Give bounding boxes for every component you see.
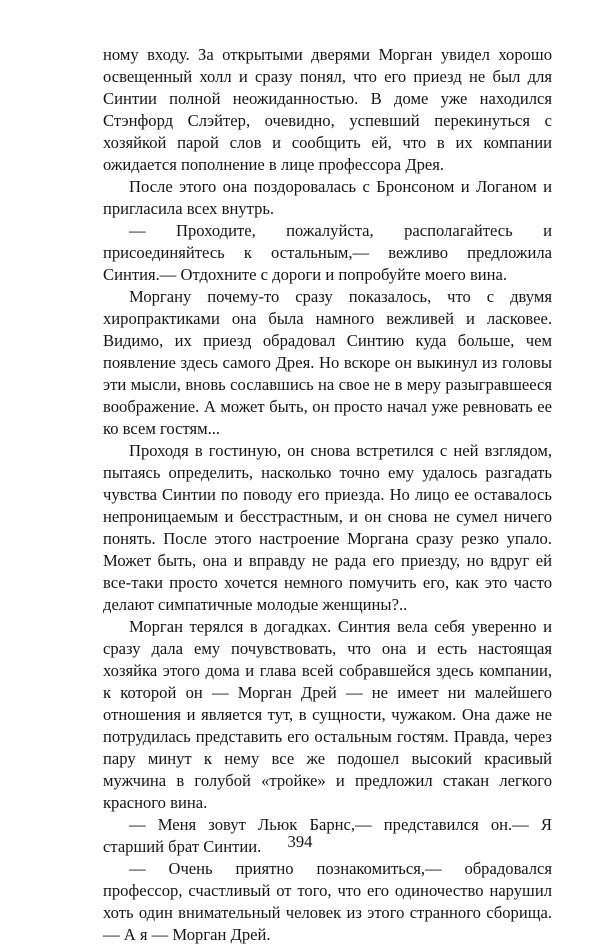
- paragraph: — Меня зовут Льюк Барнс,— представился он.— Я старший брат Синтии.: [103, 815, 552, 856]
- paragraph: Проходя в гостиную, он снова встретился с ней взглядом, пытаясь определить, насколько точно ему удалось разгадать чувства Синтии по поводу его приезда. Но лицо ее оставалось непроницаемым и бесстрастным, и он снова не сумел ничего понять. После этого настроение Моргана сразу резко упало. Может быть, она и вправду не рада его приезду, но вдруг ей все-таки просто хочется немного помучить его, как это часто делают симпатичные молодые женщины?..: [103, 441, 552, 614]
- paragraph: После этого она поздоровалась с Бронсоном и Логаном и пригласила всех внутрь.: [103, 177, 552, 218]
- paragraph: ному входу. За открытыми дверями Морган увидел хорошо освещенный холл и сразу понял, что его приезд не был для Синтии полной неожиданностью. В доме уже находился Стэнфорд Слэйтер, очевидно, успевший перекинуться с хозяйкой парой слов и сообщить ей, что в их компании ожидается пополнение в лице профессора Дрея.: [103, 45, 552, 174]
- paragraph: — Проходите, пожалуйста, располагайтесь и присоединяйтесь к остальным,— вежливо предложила Синтия.— Отдохните с дороги и попробуйте моего вина.: [103, 221, 552, 284]
- paragraph: Моргану почему-то сразу показалось, что с двумя хиропрактиками она была намного вежливей и ласковее. Видимо, их приезд обрадовал Синтию куда больше, чем появление здесь самого Дрея. Но вскоре он выкинул из головы эти мысли, вновь сославшись на свое не в меру разыгравшееся воображение. А может быть, он просто начал уже ревновать ее ко всем гостям...: [103, 287, 552, 438]
- paragraph: Морган терялся в догадках. Синтия вела себя уверенно и сразу дала ему почувствовать, что она и есть настоящая хозяйка этого дома и глава всей собравшейся здесь компании, к которой он — Морган Дрей — не имеет ни малейшего отношения и является тут, в сущности, чужаком. Она даже не потрудилась представить его остальным гостям. Правда, через пару минут к нему все же подошел высокий красивый мужчина в голубой «тройке» и предложил стакан легкого красного вина.: [103, 617, 552, 812]
- page-number: 394: [287, 832, 313, 851]
- paragraph: — Очень приятно познакомиться,— обрадовался профессор, счастливый от того, что его одиночество нарушил хоть один внимательный человек из этого странного сборища.— А я — Морган Дрей.: [103, 859, 552, 944]
- page-text: [103, 44, 552, 946]
